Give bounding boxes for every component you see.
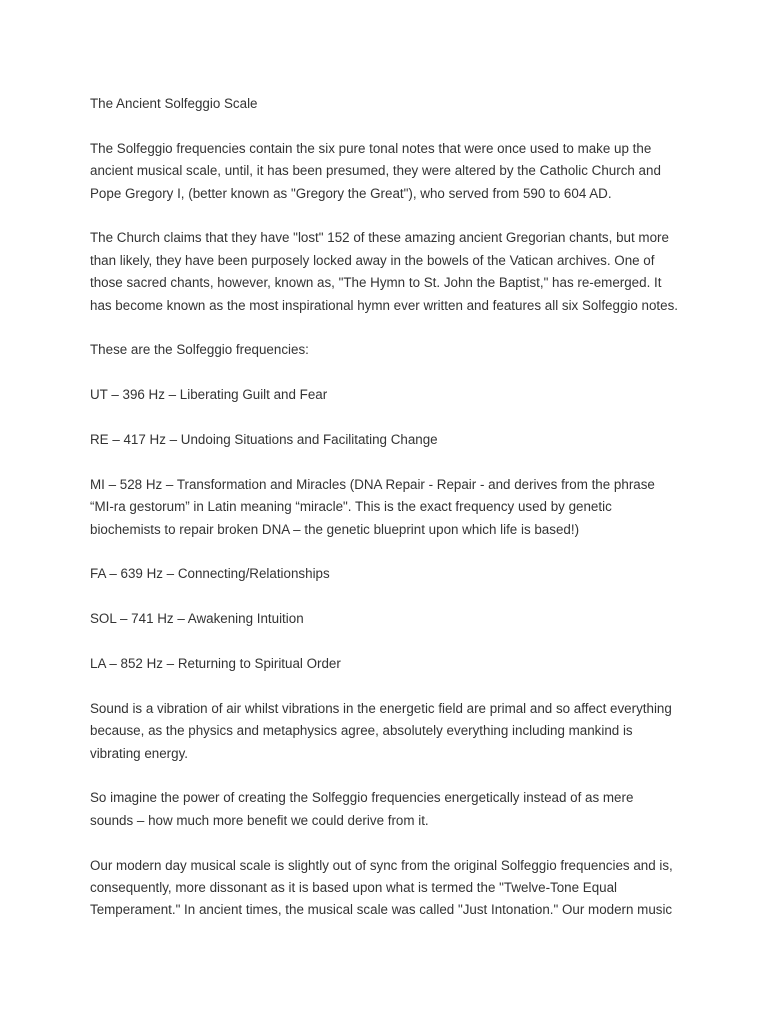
- paragraph-church-claims: The Church claims that they have "lost" 152 of these amazing ancient Gregorian chants, but more than likely, they have been purposely locked away in the bowels of the Vatican archives. One of those sacred chants, however, known as, "The Hymn to St. John the Baptist," has re-emerged. It has become known as the most inspirational hymn ever written and features all six Solfeggio notes.: [90, 230, 679, 313]
- paragraph-imagine-power: So imagine the power of creating the Solfeggio frequencies energetically instead of as mere sounds – how much more benefit we could derive from it.: [90, 790, 634, 828]
- paragraph-modern-scale: Our modern day musical scale is slightly out of sync from the original Solfeggio frequencies and is, consequently, more dissonant as it is based upon what is termed the "Twelve-Tone Equal Temperament." In ancient times, the musical scale was called "Just Intonation." Our modern music: [90, 857, 673, 918]
- paragraph-solfeggio-intro: The Solfeggio frequencies contain the six pure tonal notes that were once used to make up the ancient musical scale, until, it has been presumed, they were altered by the Catholic Church and Pope Gregory I, (better known as "Gregory the Great"), who served from 590 to 604 AD.: [90, 140, 661, 201]
- frequency-re: RE – 417 Hz – Undoing Situations and Facilitating Change: [90, 432, 438, 448]
- frequency-fa: FA – 639 Hz – Connecting/Relationships: [90, 566, 330, 582]
- document-title: The Ancient Solfeggio Scale: [90, 96, 258, 111]
- paragraph-sound-vibration: Sound is a vibration of air whilst vibrations in the energetic field are primal and so affect everything because, as the physics and metaphysics agree, absolutely everything including mankind is vibrating energy.: [90, 700, 672, 761]
- frequency-la: LA – 852 Hz – Returning to Spiritual Order: [90, 656, 341, 672]
- paragraph-frequencies-heading: These are the Solfeggio frequencies:: [90, 342, 309, 358]
- frequency-sol: SOL – 741 Hz – Awakening Intuition: [90, 611, 304, 627]
- document-page: [90, 93, 680, 944]
- frequency-mi: MI – 528 Hz – Transformation and Miracles (DNA Repair - Repair - and derives from the phrase “MI-ra gestorum” in Latin meaning “miracle". This is the exact frequency used by genetic biochemists to repair broken DNA – the genetic blueprint upon which life is based!): [90, 476, 655, 537]
- frequency-ut: UT – 396 Hz – Liberating Guilt and Fear: [90, 387, 328, 403]
